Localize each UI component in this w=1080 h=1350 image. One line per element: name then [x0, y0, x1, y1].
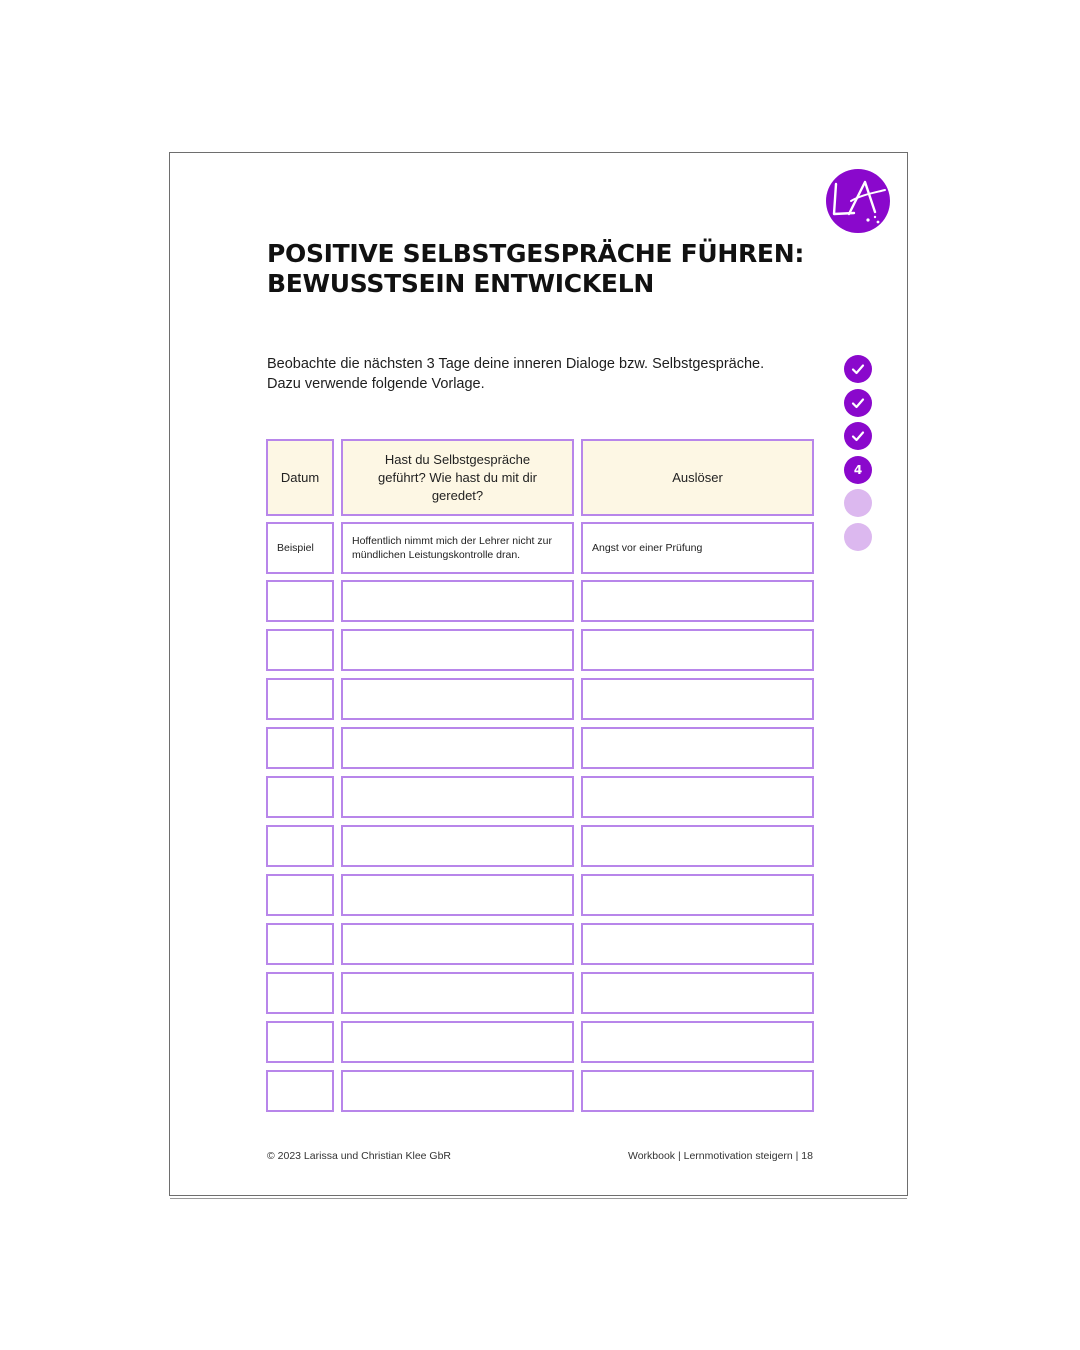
progress-step-todo — [844, 489, 872, 517]
empty-cell-selbstgespraech — [341, 727, 574, 769]
empty-cell-datum — [266, 972, 334, 1014]
empty-cell-datum — [266, 825, 334, 867]
empty-cell-selbstgespraech — [341, 825, 574, 867]
empty-cell-ausloeser — [581, 1021, 814, 1063]
empty-cell-datum — [266, 629, 334, 671]
empty-cell-ausloeser — [581, 1070, 814, 1112]
empty-cell-datum — [266, 776, 334, 818]
header-cell-selbstgespraeche: Hast du Selbstgespräche geführt? Wie hast du mit dir geredet? — [341, 439, 574, 516]
empty-cell-ausloeser — [581, 825, 814, 867]
progress-step-todo — [844, 523, 872, 551]
footer-page-info: Workbook | Lernmotivation steigern | 18 — [627, 1150, 813, 1162]
empty-cell-datum — [266, 678, 334, 720]
intro-line: Dazu verwende folgende Vorlage. — [267, 376, 485, 392]
empty-cell-selbstgespraech — [341, 580, 574, 622]
empty-cell-datum — [266, 874, 334, 916]
page-title — [267, 239, 804, 299]
header-cell-datum: Datum — [266, 439, 334, 516]
check-icon — [849, 394, 867, 412]
empty-cell-selbstgespraech — [341, 629, 574, 671]
empty-cell-ausloeser — [581, 923, 814, 965]
workbook-page — [169, 152, 908, 1196]
empty-cell-selbstgespraech — [341, 678, 574, 720]
intro-text — [267, 354, 827, 394]
progress-step-done — [844, 422, 872, 450]
la-logo-icon — [825, 168, 891, 234]
empty-cell-ausloeser — [581, 678, 814, 720]
empty-cell-selbstgespraech — [341, 923, 574, 965]
empty-cell-selbstgespraech — [341, 1070, 574, 1112]
check-icon — [849, 360, 867, 378]
progress-step-done — [844, 355, 872, 383]
progress-step-done — [844, 389, 872, 417]
empty-cell-datum — [266, 580, 334, 622]
title-line: BEWUSSTSEIN ENTWICKELN — [267, 269, 654, 298]
empty-cell-ausloeser — [581, 874, 814, 916]
empty-cell-datum — [266, 923, 334, 965]
empty-cell-selbstgespraech — [341, 972, 574, 1014]
empty-cell-ausloeser — [581, 629, 814, 671]
empty-cell-ausloeser — [581, 580, 814, 622]
empty-cell-datum — [266, 1070, 334, 1112]
empty-cell-selbstgespraech — [341, 874, 574, 916]
empty-cell-datum — [266, 1021, 334, 1063]
progress-step-current — [844, 456, 872, 484]
empty-cell-selbstgespraech — [341, 1021, 574, 1063]
header-cell-ausloeser: Auslöser — [581, 439, 814, 516]
progress-steps — [842, 355, 874, 556]
check-icon — [849, 427, 867, 445]
example-cell-selbstgespraech: Hoffentlich nimmt mich der Lehrer nicht zur mündlichen Leistungskontrolle dran. — [341, 522, 574, 574]
title-line: POSITIVE SELBSTGESPRÄCHE FÜHREN: — [267, 239, 805, 268]
empty-cell-ausloeser — [581, 727, 814, 769]
empty-cell-ausloeser — [581, 972, 814, 1014]
footer-copyright: © 2023 Larissa und Christian Klee GbR — [267, 1150, 452, 1162]
empty-cell-ausloeser — [581, 776, 814, 818]
example-cell-datum: Beispiel — [266, 522, 334, 574]
progress-step-number: 4 — [853, 462, 863, 477]
example-cell-ausloeser: Angst vor einer Prüfung — [581, 522, 814, 574]
empty-cell-datum — [266, 727, 334, 769]
intro-line: Beobachte die nächsten 3 Tage deine inneren Dialoge bzw. Selbstgespräche. — [267, 356, 765, 372]
empty-cell-selbstgespraech — [341, 776, 574, 818]
